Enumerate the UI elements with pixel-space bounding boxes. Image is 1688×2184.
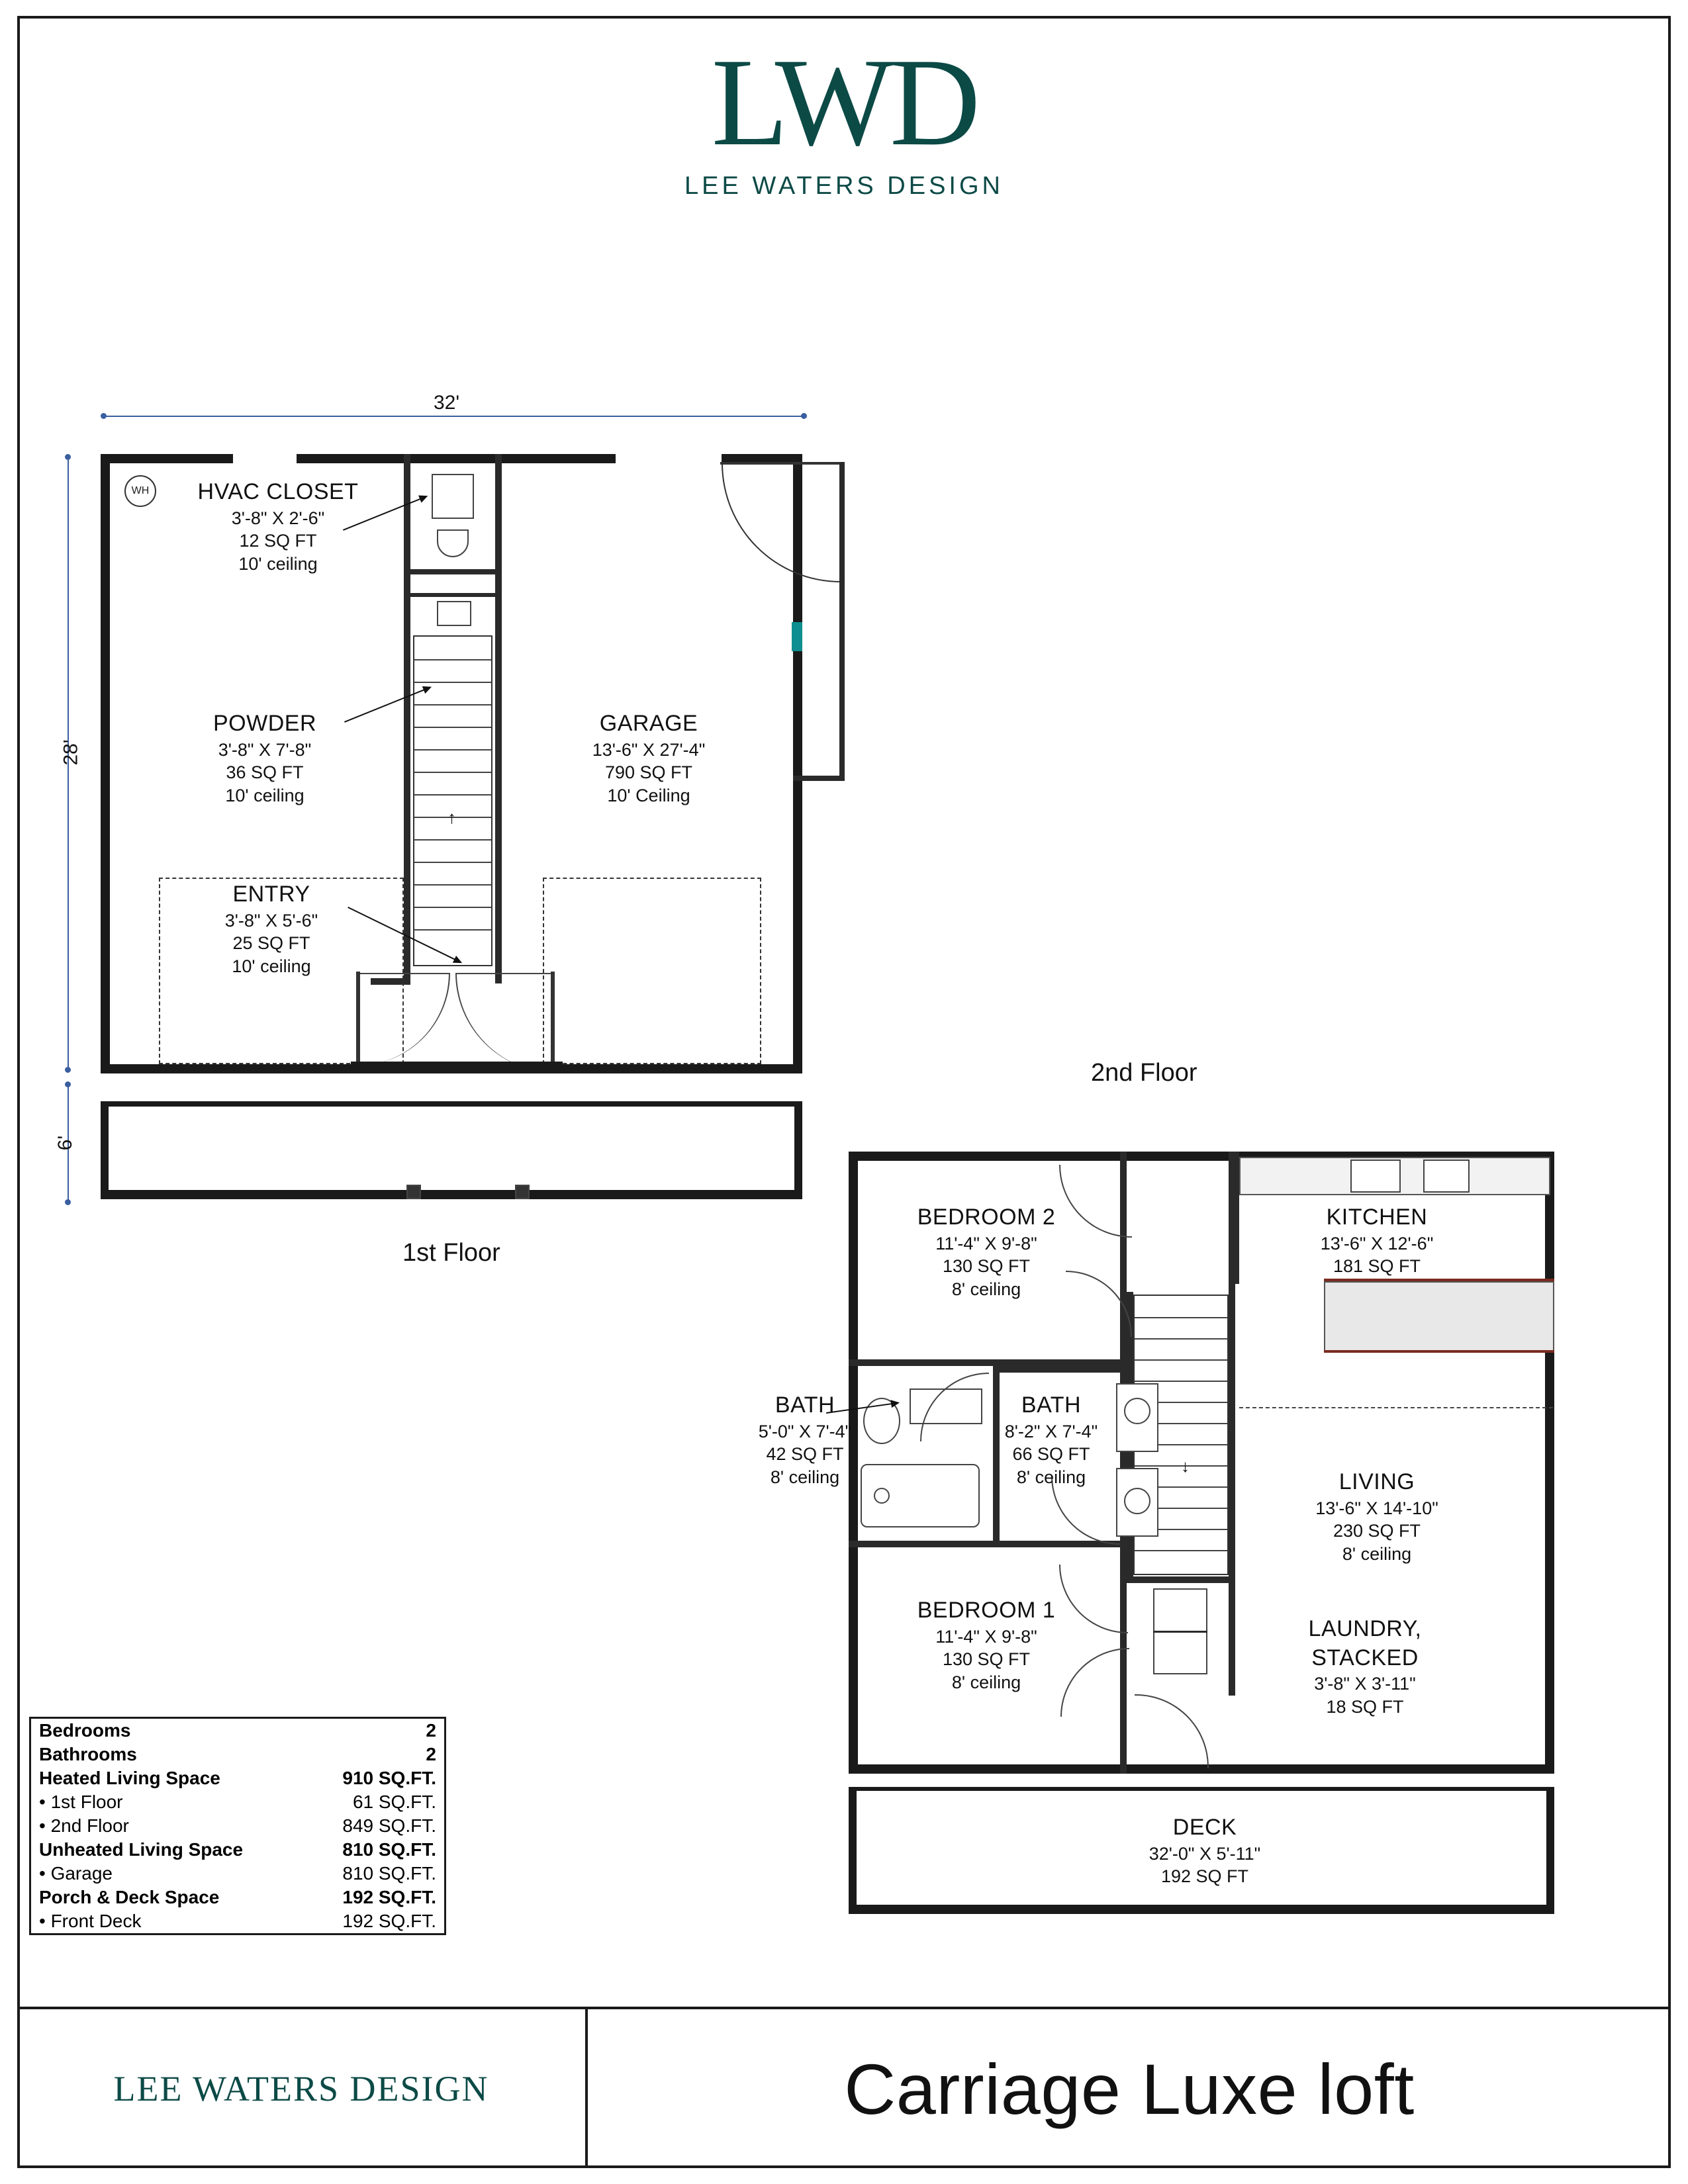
area-summary-value: 910 SQ.FT.: [342, 1768, 436, 1788]
area-summary-rows: [31, 1719, 444, 1933]
kitchen-island: [1324, 1281, 1554, 1351]
area-summary-label: • 2nd Floor: [39, 1815, 129, 1836]
dim-line-top: [104, 416, 802, 417]
title-block-firm: [17, 2009, 588, 2168]
plan-name: Carriage Luxe loft: [844, 2048, 1415, 2129]
dim-label-width: 32': [434, 392, 460, 414]
parking-outline-right: [543, 878, 761, 1064]
logo-subtitle: LEE WATERS DESIGN: [684, 172, 1004, 200]
room-area: 230 SQ FT: [1333, 1521, 1421, 1541]
sink-icon-2: [1124, 1488, 1150, 1514]
room-name: LAUNDRY, STACKED: [1308, 1616, 1422, 1670]
area-summary-row: [31, 1909, 444, 1933]
room-size: 3'-8" X 2'-6": [231, 508, 325, 528]
area-summary-value: 61 SQ.FT.: [352, 1792, 436, 1812]
stair-down-arrow: ↓: [1181, 1456, 1190, 1476]
wall-f2-bed2-bottom: [849, 1359, 1127, 1366]
wall-core-right: [495, 454, 502, 983]
area-summary-label: • Front Deck: [39, 1911, 142, 1931]
area-summary-value: 849 SQ.FT.: [342, 1815, 436, 1836]
area-summary-row: [31, 1766, 444, 1790]
room-ceiling: 10' ceiling: [225, 785, 305, 805]
room-area: 192 SQ FT: [1160, 1866, 1249, 1887]
room-area: 66 SQ FT: [1012, 1444, 1090, 1465]
area-summary-value: 810 SQ.FT.: [342, 1863, 436, 1884]
area-summary-row: [31, 1886, 444, 1909]
stair-up-arrow: ↑: [447, 807, 456, 827]
room-name: ENTRY: [232, 882, 310, 907]
floor1-caption: 1st Floor: [402, 1239, 500, 1267]
area-summary-label: Heated Living Space: [39, 1768, 220, 1788]
water-heater-tag: WH: [124, 475, 156, 507]
room-ceiling: 8' ceiling: [1016, 1467, 1086, 1487]
area-summary-label: Bathrooms: [39, 1744, 137, 1764]
kitchen-island-line: [1324, 1350, 1554, 1353]
area-summary-row: [31, 1838, 444, 1862]
area-summary-row: [31, 1743, 444, 1766]
sink-icon: [1423, 1160, 1470, 1193]
sink-icon: [437, 601, 471, 626]
garage-door-jamb: [839, 462, 845, 780]
wall-f2-laundry-right: [1229, 1576, 1235, 1696]
wall-f2-bath2-top: [993, 1366, 1127, 1373]
room-area: 36 SQ FT: [226, 762, 304, 783]
deck-post-icon: [515, 1185, 530, 1199]
area-summary-value: 810 SQ.FT.: [342, 1839, 436, 1860]
room-name: KITCHEN: [1326, 1205, 1428, 1230]
room-ceiling: 8' ceiling: [770, 1467, 840, 1487]
living-kitchen-divider: [1239, 1407, 1553, 1408]
room-ceiling: 8' ceiling: [951, 1279, 1021, 1299]
deck-outline-f1: [101, 1101, 802, 1107]
room-name: POWDER: [213, 711, 316, 736]
room-size: 13'-6" X 14'-10": [1315, 1498, 1438, 1518]
wall-f2-laundry-top: [1127, 1576, 1235, 1583]
room-label-kitchen: [1258, 1203, 1496, 1278]
area-summary-row: [31, 1719, 444, 1743]
wall-left-f1: [101, 454, 110, 1073]
area-summary-value: 192 SQ.FT.: [342, 1887, 436, 1907]
laundry-divider-line: [1153, 1631, 1207, 1633]
title-block-plan: [588, 2009, 1671, 2168]
room-name: LIVING: [1338, 1469, 1415, 1494]
area-summary-label: Porch & Deck Space: [39, 1887, 220, 1907]
entry-door-panel-right: [551, 972, 555, 1072]
room-area: 790 SQ FT: [604, 762, 693, 783]
wall-f2-stair-right: [1229, 1152, 1235, 1576]
room-area: 25 SQ FT: [232, 933, 310, 954]
deck-outline-f2-left: [849, 1787, 857, 1914]
room-size: 3'-8" X 5'-6": [224, 910, 318, 931]
room-size: 13'-6" X 12'-6": [1320, 1233, 1434, 1253]
room-size: 3'-8" X 3'-11": [1314, 1674, 1416, 1694]
wall-right-f2: [1545, 1152, 1554, 1774]
room-label-bedroom-2: [867, 1203, 1105, 1300]
door-hardware-icon: [792, 622, 802, 651]
deck-outline-f1-bottom: [101, 1190, 802, 1199]
deck-outline-f2-right: [1546, 1787, 1554, 1914]
room-size: 3'-8" X 7'-8": [218, 739, 312, 760]
room-area: 42 SQ FT: [766, 1444, 844, 1465]
room-label-bath-right: [945, 1391, 1157, 1488]
deck-outline-f1-left: [101, 1101, 109, 1199]
room-name: BATH: [1021, 1392, 1082, 1418]
firm-name: LEE WATERS DESIGN: [113, 2069, 489, 2109]
wall-hvac-bottom: [410, 569, 495, 574]
floor2-caption: 2nd Floor: [1091, 1059, 1197, 1087]
room-name: BEDROOM 2: [917, 1205, 1056, 1230]
room-ceiling: 10' ceiling: [232, 956, 311, 976]
room-size: 11'-4" X 9'-8": [935, 1233, 1037, 1253]
room-size: 5'-0" X 7'-4": [758, 1421, 852, 1441]
wall-opening-top: [233, 453, 297, 465]
room-label-entry: [165, 880, 377, 978]
room-ceiling: 10' Ceiling: [607, 785, 690, 805]
area-summary-value: 2: [426, 1744, 436, 1764]
area-summary-row: [31, 1862, 444, 1886]
area-summary-row: [31, 1790, 444, 1814]
deck-post-icon: [406, 1185, 421, 1199]
room-label-deck: [1086, 1813, 1324, 1888]
area-summary-label: • Garage: [39, 1863, 113, 1884]
room-name: BATH: [774, 1392, 835, 1418]
area-summary-label: Unheated Living Space: [39, 1839, 244, 1860]
room-name: DECK: [1172, 1815, 1237, 1840]
room-size: 8'-2" X 7'-4": [1004, 1421, 1098, 1441]
title-block: [17, 2007, 1671, 2168]
area-summary-label: • 1st Floor: [39, 1792, 123, 1812]
room-name: HVAC CLOSET: [197, 479, 359, 504]
room-label-bedroom-1: [867, 1596, 1105, 1694]
wall-f2-bath-bottom: [849, 1541, 1127, 1547]
room-size: 32'-0" X 5'-11": [1149, 1843, 1261, 1864]
area-summary-value: 2: [426, 1720, 436, 1741]
room-label-garage: [530, 709, 768, 807]
wall-opening-top-2: [616, 453, 722, 465]
room-size: 11'-4" X 9'-8": [935, 1626, 1037, 1647]
garage-door-sill: [793, 776, 845, 781]
room-label-living: [1258, 1468, 1496, 1565]
dim-label-deck: 6': [54, 1135, 77, 1151]
room-label-hvac-closet: [165, 478, 391, 575]
room-label-bath-left: [692, 1391, 917, 1488]
dim-label-height: 28': [60, 739, 82, 766]
area-summary-value: 192 SQ.FT.: [342, 1911, 436, 1931]
room-area: 18 SQ FT: [1326, 1696, 1404, 1717]
wall-powder-top: [410, 593, 495, 597]
range-icon: [1350, 1160, 1401, 1193]
room-size: 13'-6" X 27'-4": [592, 739, 706, 760]
room-name: GARAGE: [599, 711, 698, 736]
deck-outline-f2-top: [849, 1787, 1554, 1791]
room-area: 181 SQ FT: [1333, 1256, 1421, 1277]
room-label-powder: [152, 709, 377, 807]
room-ceiling: 8' ceiling: [951, 1672, 1021, 1692]
tub-drain-icon: [874, 1488, 890, 1504]
deck-outline-f1-right: [794, 1101, 802, 1199]
area-summary-row: [31, 1814, 444, 1838]
entry-door-panel-left: [356, 972, 360, 1066]
area-summary-table: [29, 1717, 446, 1935]
room-area: 12 SQ FT: [239, 531, 317, 551]
area-summary-label: Bedrooms: [39, 1720, 131, 1741]
room-area: 130 SQ FT: [942, 1256, 1031, 1277]
room-ceiling: 8' ceiling: [1342, 1543, 1412, 1564]
hvac-unit-icon: [432, 474, 474, 519]
entry-threshold: [351, 1062, 563, 1073]
garage-entry-door-panel: [720, 462, 842, 465]
kitchen-island-line-2: [1324, 1279, 1554, 1281]
room-area: 130 SQ FT: [942, 1649, 1031, 1670]
wall-hvac-right: [405, 454, 410, 573]
room-name: BEDROOM 1: [917, 1598, 1056, 1623]
room-label-laundry: [1252, 1615, 1477, 1718]
room-ceiling: 10' ceiling: [238, 553, 318, 574]
deck-outline-f2-bottom: [849, 1905, 1554, 1914]
logo-monogram: LWD: [711, 33, 977, 172]
brand-logo: [0, 33, 1688, 201]
